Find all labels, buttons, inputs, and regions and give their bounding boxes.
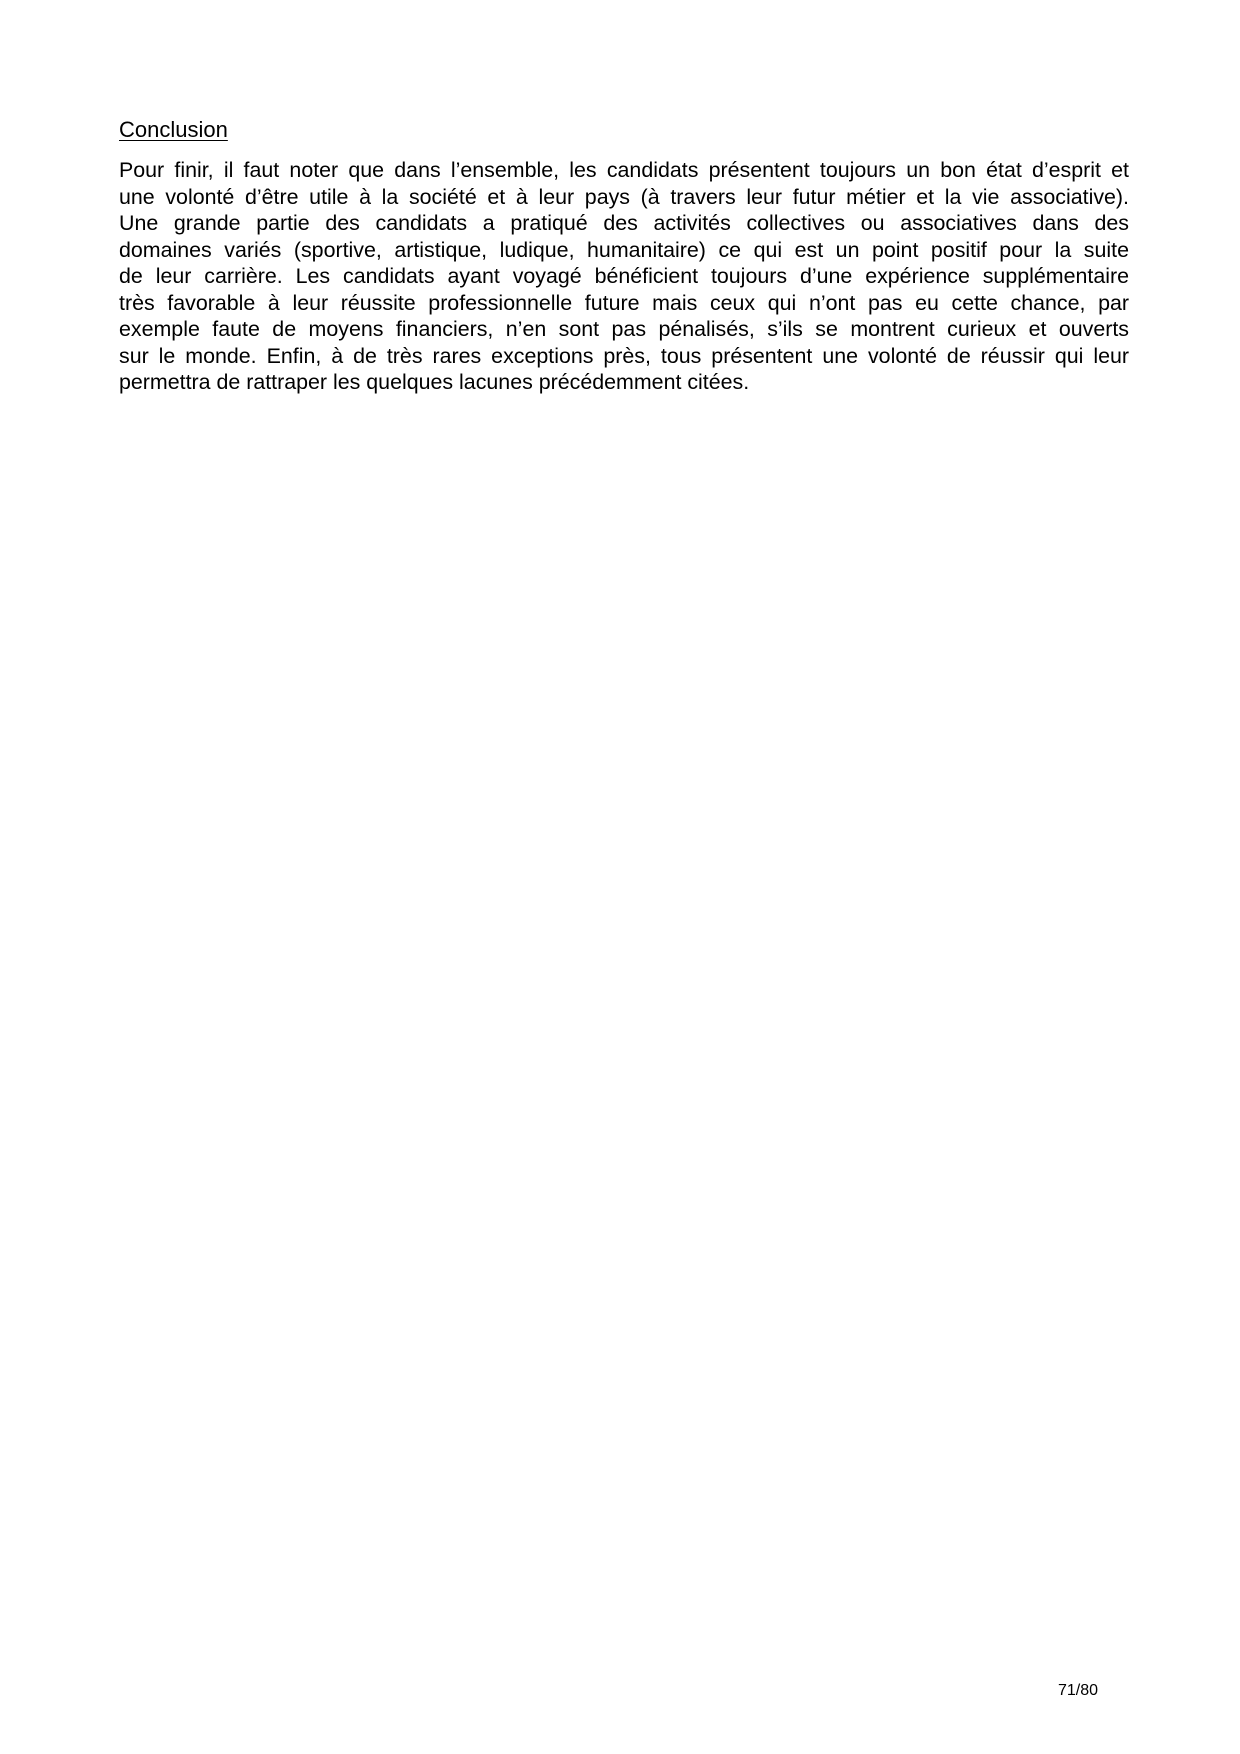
paragraph-line: très favorable à leur réussite professionnelle future mais ceux qui n’ont pas eu cette chance, par [119, 290, 1129, 315]
paragraph-line: domaines variés (sportive, artistique, ludique, humanitaire) ce qui est un point positif pour la suite [119, 237, 1129, 262]
paragraph-line: Pour finir, il faut noter que dans l’ensemble, les candidats présentent toujours un bon état d’esprit et [119, 158, 1129, 182]
paragraph-line: exemple faute de moyens financiers, n’en sont pas pénalisés, s’ils se montrent curieux et ouverts [119, 317, 1129, 341]
paragraph-line: Une grande partie des candidats a pratiqué des activités collectives ou associatives dans des [119, 211, 1129, 235]
conclusion-paragraph [119, 157, 1129, 396]
paragraph-line: sur le monde. Enfin, à de très rares exceptions près, tous présentent une volonté de réussir qui leur [119, 343, 1129, 368]
section-title: Conclusion [119, 117, 228, 142]
page-number: 71/80 [1058, 1682, 1099, 1699]
paragraph-line: une volonté d’être utile à la société et à leur pays (à travers leur futur métier et la vie associative). [119, 184, 1129, 209]
paragraph-line: permettra de rattraper les quelques lacunes précédemment citées. [119, 370, 750, 394]
paragraph-line: de leur carrière. Les candidats ayant voyagé bénéficient toujours d’une expérience supplémentaire [119, 264, 1129, 288]
